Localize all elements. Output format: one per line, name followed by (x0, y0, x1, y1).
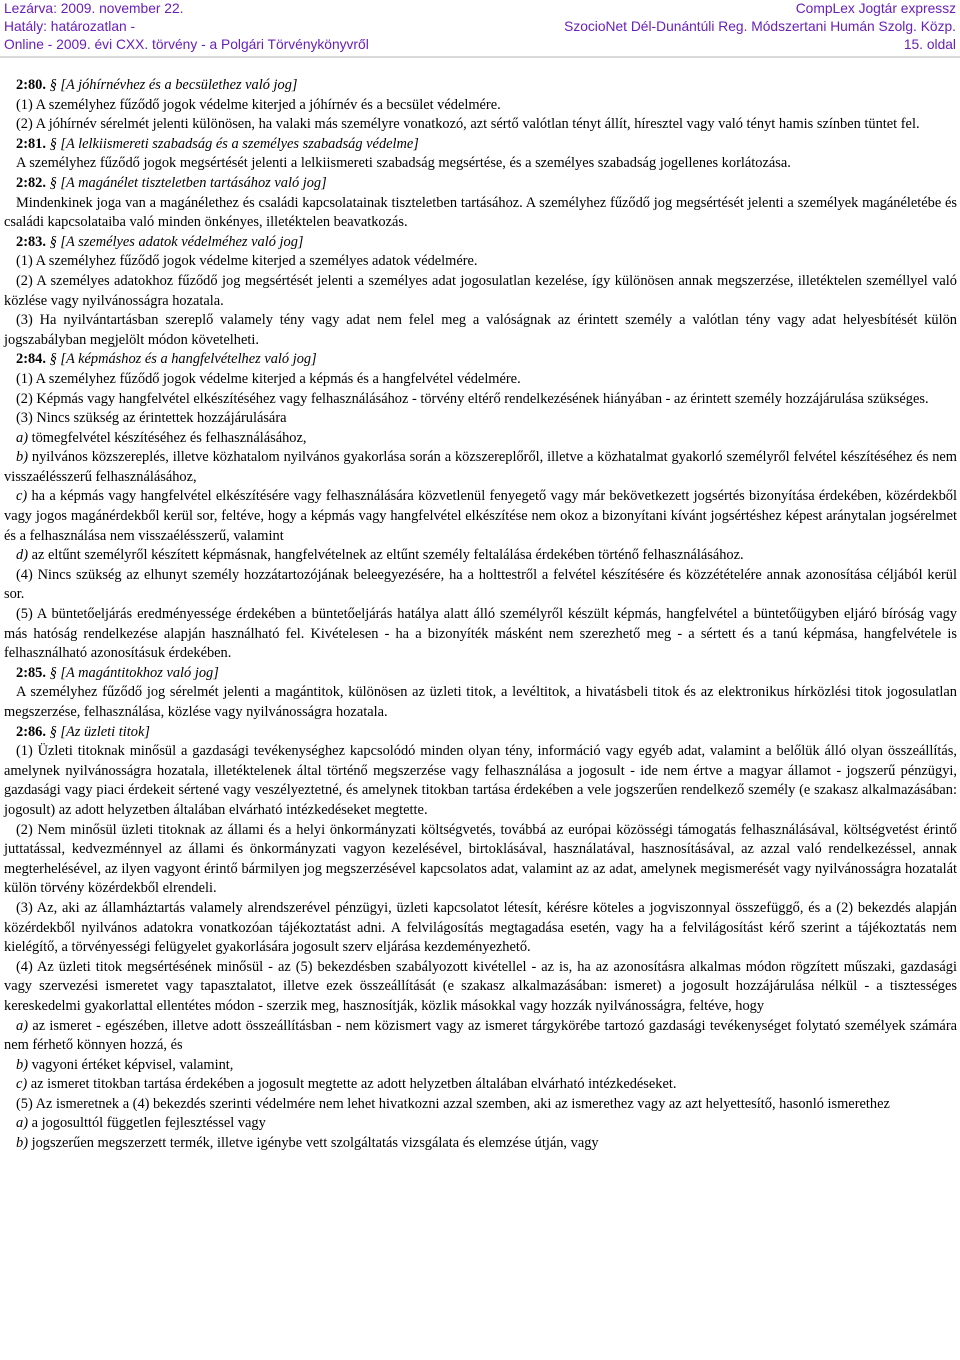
list-item (4, 448, 957, 487)
section-number: 2:82. (16, 174, 46, 191)
list-item-letter: b) (16, 1056, 28, 1073)
paragraph (4, 154, 957, 174)
section-title: § [A személyes adatok védelméhez való jog] (49, 233, 304, 250)
paragraph-text: az eltűnt személyről készített képmásnak, hangfelvételnek az eltűnt személy feltalálása érdekében történő felhasználásához. (28, 547, 744, 564)
list-item (4, 1075, 957, 1095)
paragraph-text: A személyhez fűződő jogok megsértését jelenti a lelkiismereti szabadság megsértése, és a személyes szabadság jogellenes korlátozása. (16, 155, 791, 172)
header-row-2 (4, 18, 956, 36)
header-divider (0, 56, 960, 58)
section-heading (4, 723, 957, 743)
paragraph (4, 605, 957, 664)
list-item (4, 1114, 957, 1134)
paragraph (4, 370, 957, 390)
section-title: § [Az üzleti titok] (49, 723, 150, 740)
paragraph (4, 390, 957, 410)
paragraph-text: (3) Ha nyilvántartásban szereplő valamely tény vagy adat nem felel meg a valóságnak az érintett személy a valótlan tény vagy adat helyesbítését külön jogszabályban megjelölt módon követelheti. (4, 312, 957, 348)
section-number: 2:80. (16, 77, 46, 93)
paragraph (4, 683, 957, 722)
paragraph-text: Mindenkinek joga van a magánélethez és családi kapcsolatainak tiszteletben tartásához. A személyhez fűződő jog megsértését jelenti a személyek magánéletébe és családi kapcsolataiba való minden önkényes, illetéktelen beavatkozás. (4, 194, 957, 231)
list-item (4, 546, 957, 566)
page-header (0, 0, 960, 57)
paragraph-text: tömegfelvétel készítéséhez és felhasználásához, (28, 429, 307, 446)
paragraph-text: nyilvános közszereplés, illetve közhatalom nyilvános gyakorlása során a közszereplőről, illetve a közhatalmat gyakorló személyről felvétel készítéséhez és nem visszaélésszerű felhasználásához, (4, 449, 957, 485)
paragraph (4, 194, 957, 233)
paragraph-text: ha a képmás vagy hangfelvétel elkészítésére vagy felhasználására közvetlenül fenyegető vagy már bekövetkezett jogsértés bizonyítása érdekében, közérdekből vagy jogos magánérdekből kerül sor, feltéve, hogy a képmás vagy hangfelvétel elkészítése nem okoz a bizonyítani kívánt jogsértéshez képest aránytalan jogsérelmet és a felhasználása nem visszaélésszerű, valamint (4, 488, 957, 544)
paragraph-text: (2) Képmás vagy hangfelvétel elkészítéséhez vagy felhasználásához - törvény eltérő rendelkezésének hiányában - az érintett személy hozzájárulása szükséges. (16, 390, 929, 407)
header-closing-date: Lezárva: 2009. november 22. (4, 1, 184, 16)
list-item (4, 487, 957, 546)
paragraph-text: (1) A személyhez fűződő jogok védelme kiterjed a jóhírnév és a becsület védelmére. (16, 96, 501, 113)
list-item-letter: a) (16, 1115, 28, 1132)
list-item-letter: d) (16, 547, 28, 564)
section-number: 2:81. (16, 135, 46, 152)
section-title: § [A magántitokhoz való jog] (49, 664, 219, 681)
paragraph (4, 821, 957, 899)
paragraph-text: (2) A jóhírnév sérelmét jelenti különösen, ha valaki más személyre vonatkozó, azt sértő valótlan tényt állít, híresztel vagy való tényt hamis színben tüntet fel. (16, 116, 920, 133)
paragraph-text: jogszerűen megszerzett termék, illetve igénybe vett szolgáltatás vizsgálata és elemzése útján, vagy (28, 1135, 599, 1152)
section-number: 2:85. (16, 664, 46, 681)
section-heading (4, 174, 957, 194)
paragraph-text: az ismeret - egészében, illetve adott összeállításban - nem közismert vagy az ismeret tárgykörébe tartozó gazdasági tevékenységet folytató személyek számára nem férhető könnyen hozzá, és (4, 1017, 957, 1054)
paragraph-text: (1) Üzleti titoknak minősül a gazdasági tevékenységhez kapcsolódó minden olyan tény, információ vagy egyéb adat, valamint a belőlük álló olyan összeállítás, amelynek nyilvánosságra hozatala, illetéktelenek által történő megszerzése vagy felhasználása a jogosult - ide nem értve a magyar államot - jogszerű pénzügyi, gazdasági vagy piaci érdekeit sértené vagy veszélyeztetné, és amelynek titokban tartása érdekében a vele jogszerűen rendelkező személy (e szakasz alkalmazásában: jogosult) az adott helyzetben általában elvárható intézkedéseket megtette. (4, 743, 957, 818)
list-item-letter: b) (16, 449, 28, 466)
list-item-letter: c) (16, 1076, 28, 1093)
paragraph-text: (4) Az üzleti titok megsértésének minősül - az (5) bekezdésben szabályozott kivétellel - az is, ha az azonosításra alkalmas módon rögzített műszaki, gazdasági vagy szervezési ismeretet vagy tapasztalatot, illetve ezek összeállítását (e szakasz alkalmazásában: ismeret) a jogosult hozzájárulása nélkül - a tisztességes kereskedelmi gyakorlattal ellentétes módon - szerzik meg, hasznosítják, közlik másokkal vagy hozzák nyilvánosságra, feltéve, hogy (4, 958, 957, 1014)
list-item (4, 1134, 957, 1154)
section-title: § [A jóhírnévhez és a becsülethez való jog] (49, 77, 298, 93)
section-number: 2:86. (16, 723, 46, 740)
paragraph (4, 566, 957, 605)
paragraph-text: (5) A büntetőeljárás eredményessége érdekében a büntetőeljárás hatálya alatt álló személyről készült képmás, hangfelvétel a büntetőügyben eljáró bíróság vagy más hatóság rendelkezése alapján használható fel. Kivételesen - ha a bizonyíték másként nem szerezhető meg - a sértett és a tanú képmása, hangfelvétele is felhasználható azonosításuk érdekében. (4, 606, 957, 662)
document-body (4, 76, 957, 1154)
header-page-number: 15. oldal (903, 37, 956, 52)
paragraph-text: (2) Nem minősül üzleti titoknak az állami és a helyi önkormányzati költségvetés, továbbá az európai közösségi támogatás felhasználásával, költségvetést érintő juttatással, kedvezménnyel az állami és önkormányzati vagyon kezelésével, birtoklásával, használatával, hasznosításával, az azzal való rendelkezéssel, annak megterhelésével, az ilyen vagyont érintő bármilyen jog megszerzésével kapcsolatos adat, valamint az az adat, amelynek megismerését vagy nyilvánosságra hozatalát külön törvény közérdekből elrendeli. (4, 821, 957, 897)
paragraph-text: az ismeret titokban tartása érdekében a jogosult megtette az adott helyzetben általában elvárható intézkedéseket. (27, 1076, 677, 1093)
paragraph (4, 1095, 957, 1115)
paragraph (4, 742, 957, 820)
section-heading (4, 664, 957, 684)
paragraph-text: a jogosulttól független fejlesztéssel vagy (28, 1115, 266, 1132)
section-heading (4, 135, 957, 155)
paragraph-text: (5) Az ismeretnek a (4) bekezdés szerinti védelmére nem lehet hivatkozni azzal szemben, aki az ismerethez vagy az azt helyettesítő, hasonló ismerethez (16, 1095, 890, 1112)
list-item (4, 1056, 957, 1076)
header-law-title: Online - 2009. évi CXX. törvény - a Polgári Törvénykönyvről (4, 37, 369, 52)
paragraph (4, 96, 957, 116)
paragraph-text: (1) A személyhez fűződő jogok védelme kiterjed a képmás és a hangfelvétel védelmére. (16, 370, 521, 387)
paragraph-text: (2) A személyes adatokhoz fűződő jog megsértését jelenti a személyes adat jogosulatlan kezelése, így különösen annak megszerzése, illetéktelen személlyel való közlése vagy nyilvánosságra hozatala. (4, 272, 957, 309)
paragraph (4, 252, 957, 272)
paragraph-text: (4) Nincs szükség az elhunyt személy hozzátartozójának beleegyezésére, ha a holttestről a felvétel készítésére és közzétételére annak azonosítása céljából kerül sor. (4, 566, 957, 603)
list-item (4, 1017, 957, 1056)
paragraph (4, 272, 957, 311)
paragraph-text: (3) Nincs szükség az érintettek hozzájárulására (16, 410, 287, 427)
paragraph-text: (3) Az, aki az államháztartás valamely alrendszerével pénzügyi, üzleti kapcsolatot létesít, kérésre köteles a jogviszonnyal összefüggő, és a (2) bekezdés alapján közérdekből nyilvános adatokra vonatkozóan tájékoztatást adni. A felvilágosítás megtagadása esetén, vagy ha a felvilágosítást kérő szerint a tájékoztatás nem kielégítő, a törvényességi felügyelet gyakorlására jogosult szerv eljárása kezdeményezhető. (4, 899, 957, 956)
paragraph (4, 115, 957, 135)
header-licensee: SzocioNet Dél-Dunántúli Reg. Módszertani Humán Szolg. Közp. (564, 19, 956, 34)
section-title: § [A magánélet tiszteletben tartásához való jog] (49, 174, 327, 191)
paragraph (4, 409, 957, 429)
paragraph-text: vagyoni értéket képvisel, valamint, (28, 1056, 234, 1073)
list-item-letter: c) (16, 488, 28, 505)
header-row-1 (4, 0, 956, 18)
section-number: 2:84. (16, 351, 46, 368)
paragraph (4, 958, 957, 1017)
section-heading (4, 233, 957, 253)
paragraph (4, 899, 957, 958)
paragraph (4, 311, 957, 350)
section-heading (4, 76, 957, 96)
header-product-name: CompLex Jogtár expressz (795, 1, 956, 16)
paragraph-text: (1) A személyhez fűződő jogok védelme kiterjed a személyes adatok védelmére. (16, 253, 478, 270)
list-item-letter: a) (16, 1017, 28, 1034)
list-item-letter: a) (16, 429, 28, 446)
section-heading (4, 350, 957, 370)
list-item (4, 429, 957, 449)
list-item-letter: b) (16, 1135, 28, 1152)
section-title: § [A képmáshoz és a hangfelvételhez való jog] (49, 351, 317, 368)
header-row-3 (4, 36, 956, 54)
section-number: 2:83. (16, 233, 46, 250)
paragraph-text: A személyhez fűződő jog sérelmét jelenti a magántitok, különösen az üzleti titok, a levéltitok, a hivatásbeli titok és az elektronikus hírközlési titok jogosulatlan megszerzése, felhasználása, közlése vagy nyilvánosságra hozatala. (4, 684, 957, 720)
header-validity: Hatály: határozatlan - (4, 19, 136, 34)
section-title: § [A lelkiismereti szabadság és a személyes szabadság védelme] (49, 135, 419, 152)
